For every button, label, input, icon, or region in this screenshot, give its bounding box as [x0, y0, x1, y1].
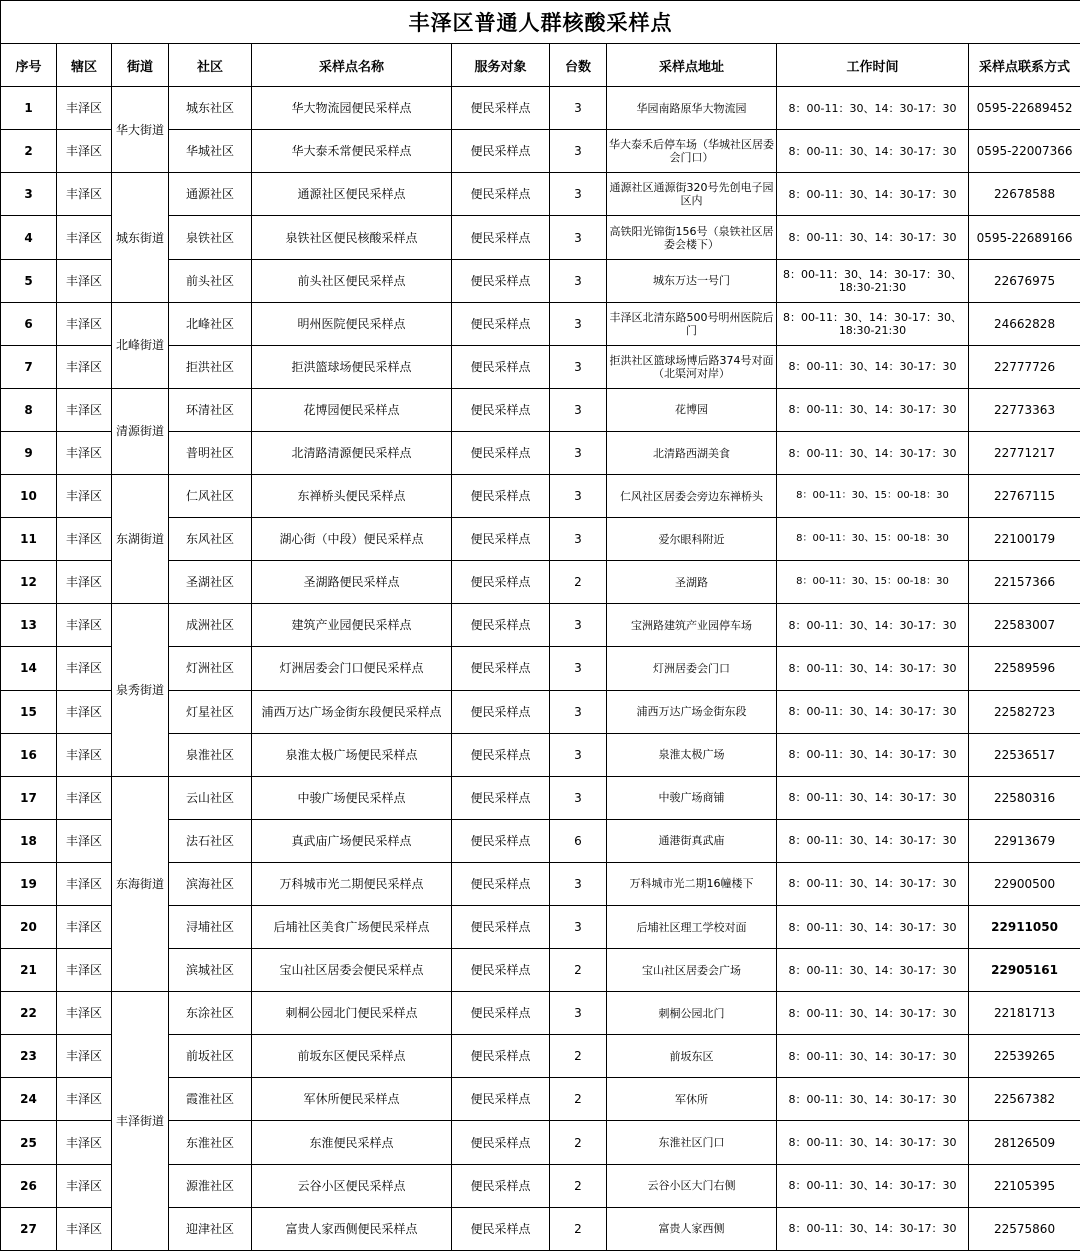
cell-site-name: 万科城市光二期便民采样点	[252, 862, 452, 905]
cell-site-address: 宝洲路建筑产业园停车场	[607, 604, 777, 647]
cell-service-target: 便民采样点	[452, 216, 550, 259]
cell-street: 北峰街道	[112, 302, 169, 388]
cell-unit-count: 3	[550, 173, 607, 216]
cell-site-name: 后埔社区美食广场便民采样点	[252, 905, 452, 948]
cell-street: 城东街道	[112, 173, 169, 302]
cell-community: 东涂社区	[169, 992, 252, 1035]
cell-site-name: 花博园便民采样点	[252, 388, 452, 431]
cell-unit-count: 3	[550, 431, 607, 474]
title-row	[1, 1, 1080, 44]
cell-service-target: 便民采样点	[452, 87, 550, 130]
cell-site-address: 宝山社区居委会广场	[607, 949, 777, 992]
cell-service-target: 便民采样点	[452, 949, 550, 992]
cell-working-hours: 8：00-11：30、14：30-17：30	[777, 905, 969, 948]
cell-working-hours: 8：00-11：30、14：30-17：30	[777, 733, 969, 776]
cell-site-address: 富贵人家西侧	[607, 1207, 777, 1250]
cell-district: 丰泽区	[57, 518, 112, 561]
cell-contact: 22676975	[969, 259, 1080, 302]
cell-serial: 8	[1, 388, 57, 431]
cell-working-hours: 8：00-11：30、14：30-17：30	[777, 604, 969, 647]
cell-street: 东海街道	[112, 776, 169, 991]
header-working-hours: 工作时间	[777, 44, 969, 87]
cell-unit-count: 3	[550, 905, 607, 948]
cell-unit-count: 3	[550, 388, 607, 431]
header-district: 辖区	[57, 44, 112, 87]
cell-street: 清源街道	[112, 388, 169, 474]
cell-service-target: 便民采样点	[452, 259, 550, 302]
cell-district: 丰泽区	[57, 345, 112, 388]
cell-serial: 1	[1, 87, 57, 130]
cell-service-target: 便民采样点	[452, 819, 550, 862]
cell-working-hours: 8：00-11：30、14：30-17：30	[777, 130, 969, 173]
cell-serial: 3	[1, 173, 57, 216]
cell-community: 仁风社区	[169, 475, 252, 518]
cell-site-name: 军休所便民采样点	[252, 1078, 452, 1121]
cell-site-address: 军休所	[607, 1078, 777, 1121]
header-community: 社区	[169, 44, 252, 87]
cell-site-address: 通港街真武庙	[607, 819, 777, 862]
cell-site-name: 明州医院便民采样点	[252, 302, 452, 345]
cell-site-name: 北清路清源便民采样点	[252, 431, 452, 474]
cell-unit-count: 3	[550, 345, 607, 388]
cell-district: 丰泽区	[57, 776, 112, 819]
cell-community: 东风社区	[169, 518, 252, 561]
cell-working-hours: 8：00-11：30、14：30-17：30	[777, 1121, 969, 1164]
cell-district: 丰泽区	[57, 431, 112, 474]
cell-working-hours: 8：00-11：30、14：30-17：30、18:30-21:30	[777, 302, 969, 345]
cell-site-address: 东淮社区门口	[607, 1121, 777, 1164]
table-row	[1, 992, 1080, 1035]
cell-contact: 24662828	[969, 302, 1080, 345]
cell-unit-count: 2	[550, 1207, 607, 1250]
table-title: 丰泽区普通人群核酸采样点	[1, 1, 1080, 44]
cell-contact: 22567382	[969, 1078, 1080, 1121]
cell-contact: 0595-22007366	[969, 130, 1080, 173]
cell-working-hours: 8：00-11：30、14：30-17：30	[777, 647, 969, 690]
cell-contact: 22900500	[969, 862, 1080, 905]
cell-serial: 11	[1, 518, 57, 561]
table-row	[1, 87, 1080, 130]
table-body	[1, 87, 1080, 1251]
cell-contact: 0595-22689452	[969, 87, 1080, 130]
cell-working-hours: 8：00-11：30、14：30-17：30、18:30-21:30	[777, 259, 969, 302]
cell-serial: 13	[1, 604, 57, 647]
cell-serial: 26	[1, 1164, 57, 1207]
cell-site-name: 华大物流园便民采样点	[252, 87, 452, 130]
cell-site-name: 宝山社区居委会便民采样点	[252, 949, 452, 992]
cell-serial: 7	[1, 345, 57, 388]
cell-serial: 20	[1, 905, 57, 948]
cell-unit-count: 6	[550, 819, 607, 862]
cell-serial: 14	[1, 647, 57, 690]
cell-contact: 22777726	[969, 345, 1080, 388]
cell-service-target: 便民采样点	[452, 776, 550, 819]
cell-community: 滨城社区	[169, 949, 252, 992]
cell-street: 东湖街道	[112, 475, 169, 604]
cell-contact: 22767115	[969, 475, 1080, 518]
cell-site-address: 圣湖路	[607, 561, 777, 604]
cell-site-name: 前头社区便民采样点	[252, 259, 452, 302]
cell-site-address: 泉淮太极广场	[607, 733, 777, 776]
cell-contact: 22582723	[969, 690, 1080, 733]
cell-community: 圣湖社区	[169, 561, 252, 604]
cell-district: 丰泽区	[57, 388, 112, 431]
cell-community: 环清社区	[169, 388, 252, 431]
cell-service-target: 便民采样点	[452, 130, 550, 173]
cell-unit-count: 2	[550, 1035, 607, 1078]
cell-site-address: 华园南路原华大物流园	[607, 87, 777, 130]
cell-unit-count: 3	[550, 647, 607, 690]
cell-working-hours: 8：00-11：30、14：30-17：30	[777, 992, 969, 1035]
cell-service-target: 便民采样点	[452, 1164, 550, 1207]
cell-district: 丰泽区	[57, 819, 112, 862]
cell-service-target: 便民采样点	[452, 733, 550, 776]
cell-serial: 17	[1, 776, 57, 819]
cell-working-hours: 8：00-11：30、14：30-17：30	[777, 1035, 969, 1078]
cell-service-target: 便民采样点	[452, 302, 550, 345]
cell-unit-count: 2	[550, 1078, 607, 1121]
cell-district: 丰泽区	[57, 690, 112, 733]
cell-working-hours: 8：00-11：30、14：30-17：30	[777, 431, 969, 474]
cell-site-name: 刺桐公园北门便民采样点	[252, 992, 452, 1035]
cell-community: 霞淮社区	[169, 1078, 252, 1121]
cell-serial: 24	[1, 1078, 57, 1121]
cell-service-target: 便民采样点	[452, 345, 550, 388]
cell-serial: 5	[1, 259, 57, 302]
header-site-address: 采样点地址	[607, 44, 777, 87]
cell-contact: 22536517	[969, 733, 1080, 776]
cell-service-target: 便民采样点	[452, 475, 550, 518]
header-service-target: 服务对象	[452, 44, 550, 87]
cell-contact: 22678588	[969, 173, 1080, 216]
cell-site-address: 通源社区通源街320号先创电子园区内	[607, 173, 777, 216]
cell-community: 华城社区	[169, 130, 252, 173]
cell-contact: 22539265	[969, 1035, 1080, 1078]
cell-district: 丰泽区	[57, 259, 112, 302]
cell-district: 丰泽区	[57, 1164, 112, 1207]
cell-site-address: 高铁阳光锦街156号（泉铁社区居委会楼下）	[607, 216, 777, 259]
table-row	[1, 173, 1080, 216]
table-row	[1, 388, 1080, 431]
cell-site-address: 刺桐公园北门	[607, 992, 777, 1035]
cell-street: 泉秀街道	[112, 604, 169, 776]
cell-unit-count: 2	[550, 949, 607, 992]
cell-community: 拒洪社区	[169, 345, 252, 388]
cell-district: 丰泽区	[57, 130, 112, 173]
cell-working-hours: 8：00-11：30、14：30-17：30	[777, 819, 969, 862]
cell-site-name: 泉淮太极广场便民采样点	[252, 733, 452, 776]
cell-district: 丰泽区	[57, 1121, 112, 1164]
cell-service-target: 便民采样点	[452, 1207, 550, 1250]
cell-site-name: 云谷小区便民采样点	[252, 1164, 452, 1207]
cell-unit-count: 3	[550, 776, 607, 819]
cell-site-address: 云谷小区大门右侧	[607, 1164, 777, 1207]
cell-serial: 19	[1, 862, 57, 905]
cell-community: 滨海社区	[169, 862, 252, 905]
cell-service-target: 便民采样点	[452, 388, 550, 431]
cell-district: 丰泽区	[57, 1078, 112, 1121]
cell-unit-count: 3	[550, 475, 607, 518]
table-row	[1, 302, 1080, 345]
cell-service-target: 便民采样点	[452, 647, 550, 690]
cell-contact: 22575860	[969, 1207, 1080, 1250]
cell-contact: 22911050	[969, 905, 1080, 948]
cell-site-name: 富贵人家西侧便民采样点	[252, 1207, 452, 1250]
cell-working-hours: 8：00-11：30、14：30-17：30	[777, 1164, 969, 1207]
cell-site-address: 后埔社区理工学校对面	[607, 905, 777, 948]
cell-serial: 15	[1, 690, 57, 733]
cell-site-address: 灯洲居委会门口	[607, 647, 777, 690]
cell-district: 丰泽区	[57, 949, 112, 992]
cell-contact: 22905161	[969, 949, 1080, 992]
cell-site-name: 东禅桥头便民采样点	[252, 475, 452, 518]
cell-district: 丰泽区	[57, 302, 112, 345]
cell-site-name: 中骏广场便民采样点	[252, 776, 452, 819]
cell-site-address: 丰泽区北清东路500号明州医院后门	[607, 302, 777, 345]
cell-unit-count: 3	[550, 518, 607, 561]
cell-service-target: 便民采样点	[452, 518, 550, 561]
header-unit-count: 台数	[550, 44, 607, 87]
cell-community: 灯洲社区	[169, 647, 252, 690]
cell-working-hours: 8：00-11：30、14：30-17：30	[777, 216, 969, 259]
cell-unit-count: 2	[550, 561, 607, 604]
cell-district: 丰泽区	[57, 87, 112, 130]
cell-serial: 27	[1, 1207, 57, 1250]
header-row	[1, 44, 1080, 87]
cell-working-hours: 8：00-11：30、14：30-17：30	[777, 1078, 969, 1121]
cell-district: 丰泽区	[57, 733, 112, 776]
cell-community: 东淮社区	[169, 1121, 252, 1164]
cell-site-name: 圣湖路便民采样点	[252, 561, 452, 604]
cell-site-name: 浦西万达广场金街东段便民采样点	[252, 690, 452, 733]
cell-site-name: 泉铁社区便民核酸采样点	[252, 216, 452, 259]
cell-site-address: 花博园	[607, 388, 777, 431]
header-contact: 采样点联系方式	[969, 44, 1080, 87]
cell-district: 丰泽区	[57, 1207, 112, 1250]
cell-unit-count: 3	[550, 302, 607, 345]
cell-unit-count: 3	[550, 87, 607, 130]
cell-site-name: 东淮便民采样点	[252, 1121, 452, 1164]
cell-site-address: 拒洪社区篮球场博后路374号对面（北渠河对岸）	[607, 345, 777, 388]
cell-community: 北峰社区	[169, 302, 252, 345]
cell-contact: 28126509	[969, 1121, 1080, 1164]
cell-contact: 22100179	[969, 518, 1080, 561]
cell-contact: 22913679	[969, 819, 1080, 862]
cell-site-name: 建筑产业园便民采样点	[252, 604, 452, 647]
cell-unit-count: 2	[550, 1164, 607, 1207]
cell-street: 华大街道	[112, 87, 169, 173]
cell-working-hours: 8：00-11：30、15：00-18：30	[777, 475, 969, 518]
cell-contact: 22773363	[969, 388, 1080, 431]
cell-community: 泉铁社区	[169, 216, 252, 259]
cell-contact: 0595-22689166	[969, 216, 1080, 259]
cell-community: 法石社区	[169, 819, 252, 862]
table-row	[1, 776, 1080, 819]
cell-working-hours: 8：00-11：30、14：30-17：30	[777, 345, 969, 388]
cell-working-hours: 8：00-11：30、14：30-17：30	[777, 690, 969, 733]
cell-site-name: 前坂东区便民采样点	[252, 1035, 452, 1078]
cell-service-target: 便民采样点	[452, 690, 550, 733]
cell-district: 丰泽区	[57, 862, 112, 905]
cell-community: 前头社区	[169, 259, 252, 302]
cell-site-name: 灯洲居委会门口便民采样点	[252, 647, 452, 690]
cell-site-address: 北清路西湖美食	[607, 431, 777, 474]
cell-community: 城东社区	[169, 87, 252, 130]
cell-district: 丰泽区	[57, 173, 112, 216]
cell-district: 丰泽区	[57, 216, 112, 259]
cell-district: 丰泽区	[57, 647, 112, 690]
cell-site-address: 前坂东区	[607, 1035, 777, 1078]
cell-unit-count: 3	[550, 130, 607, 173]
cell-site-name: 华大泰禾常便民采样点	[252, 130, 452, 173]
cell-contact: 22157366	[969, 561, 1080, 604]
cell-unit-count: 3	[550, 690, 607, 733]
cell-serial: 22	[1, 992, 57, 1035]
cell-service-target: 便民采样点	[452, 862, 550, 905]
cell-site-name: 真武庙广场便民采样点	[252, 819, 452, 862]
cell-service-target: 便民采样点	[452, 431, 550, 474]
cell-contact: 22771217	[969, 431, 1080, 474]
cell-unit-count: 3	[550, 216, 607, 259]
cell-unit-count: 3	[550, 862, 607, 905]
cell-working-hours: 8：00-11：30、15：00-18：30	[777, 561, 969, 604]
cell-site-address: 爱尔眼科附近	[607, 518, 777, 561]
cell-serial: 9	[1, 431, 57, 474]
cell-district: 丰泽区	[57, 561, 112, 604]
cell-service-target: 便民采样点	[452, 1121, 550, 1164]
cell-district: 丰泽区	[57, 475, 112, 518]
header-serial: 序号	[1, 44, 57, 87]
header-street: 街道	[112, 44, 169, 87]
cell-serial: 21	[1, 949, 57, 992]
cell-site-name: 通源社区便民采样点	[252, 173, 452, 216]
cell-contact: 22181713	[969, 992, 1080, 1035]
cell-serial: 2	[1, 130, 57, 173]
cell-serial: 18	[1, 819, 57, 862]
cell-unit-count: 2	[550, 1121, 607, 1164]
cell-contact: 22580316	[969, 776, 1080, 819]
cell-serial: 12	[1, 561, 57, 604]
cell-community: 源淮社区	[169, 1164, 252, 1207]
cell-community: 通源社区	[169, 173, 252, 216]
cell-working-hours: 8：00-11：30、14：30-17：30	[777, 1207, 969, 1250]
cell-contact: 22105395	[969, 1164, 1080, 1207]
cell-district: 丰泽区	[57, 1035, 112, 1078]
cell-serial: 25	[1, 1121, 57, 1164]
cell-working-hours: 8：00-11：30、15：00-18：30	[777, 518, 969, 561]
cell-serial: 4	[1, 216, 57, 259]
cell-site-name: 湖心街（中段）便民采样点	[252, 518, 452, 561]
cell-service-target: 便民采样点	[452, 905, 550, 948]
cell-unit-count: 3	[550, 992, 607, 1035]
cell-serial: 23	[1, 1035, 57, 1078]
header-site-name: 采样点名称	[252, 44, 452, 87]
cell-unit-count: 3	[550, 259, 607, 302]
cell-district: 丰泽区	[57, 604, 112, 647]
cell-working-hours: 8：00-11：30、14：30-17：30	[777, 87, 969, 130]
cell-contact: 22589596	[969, 647, 1080, 690]
cell-community: 迎津社区	[169, 1207, 252, 1250]
cell-working-hours: 8：00-11：30、14：30-17：30	[777, 949, 969, 992]
cell-working-hours: 8：00-11：30、14：30-17：30	[777, 776, 969, 819]
cell-community: 泉淮社区	[169, 733, 252, 776]
cell-site-address: 城东万达一号门	[607, 259, 777, 302]
cell-working-hours: 8：00-11：30、14：30-17：30	[777, 862, 969, 905]
cell-working-hours: 8：00-11：30、14：30-17：30	[777, 388, 969, 431]
cell-district: 丰泽区	[57, 992, 112, 1035]
cell-serial: 10	[1, 475, 57, 518]
cell-site-address: 仁风社区居委会旁边东禅桥头	[607, 475, 777, 518]
cell-street: 丰泽街道	[112, 992, 169, 1251]
cell-serial: 6	[1, 302, 57, 345]
cell-community: 云山社区	[169, 776, 252, 819]
cell-site-name: 拒洪篮球场便民采样点	[252, 345, 452, 388]
cell-community: 成洲社区	[169, 604, 252, 647]
cell-service-target: 便民采样点	[452, 173, 550, 216]
cell-site-address: 华大泰禾后停车场（华城社区居委会门口）	[607, 130, 777, 173]
cell-site-address: 万科城市光二期16幢楼下	[607, 862, 777, 905]
table-row	[1, 475, 1080, 518]
cell-service-target: 便民采样点	[452, 1035, 550, 1078]
cell-community: 浔埔社区	[169, 905, 252, 948]
cell-serial: 16	[1, 733, 57, 776]
cell-district: 丰泽区	[57, 905, 112, 948]
cell-unit-count: 3	[550, 604, 607, 647]
cell-working-hours: 8：00-11：30、14：30-17：30	[777, 173, 969, 216]
cell-service-target: 便民采样点	[452, 992, 550, 1035]
cell-contact: 22583007	[969, 604, 1080, 647]
cell-service-target: 便民采样点	[452, 604, 550, 647]
cell-unit-count: 3	[550, 733, 607, 776]
cell-service-target: 便民采样点	[452, 561, 550, 604]
cell-site-address: 浦西万达广场金街东段	[607, 690, 777, 733]
cell-site-address: 中骏广场商铺	[607, 776, 777, 819]
cell-community: 前坂社区	[169, 1035, 252, 1078]
cell-community: 普明社区	[169, 431, 252, 474]
cell-community: 灯星社区	[169, 690, 252, 733]
table-row	[1, 604, 1080, 647]
cell-service-target: 便民采样点	[452, 1078, 550, 1121]
